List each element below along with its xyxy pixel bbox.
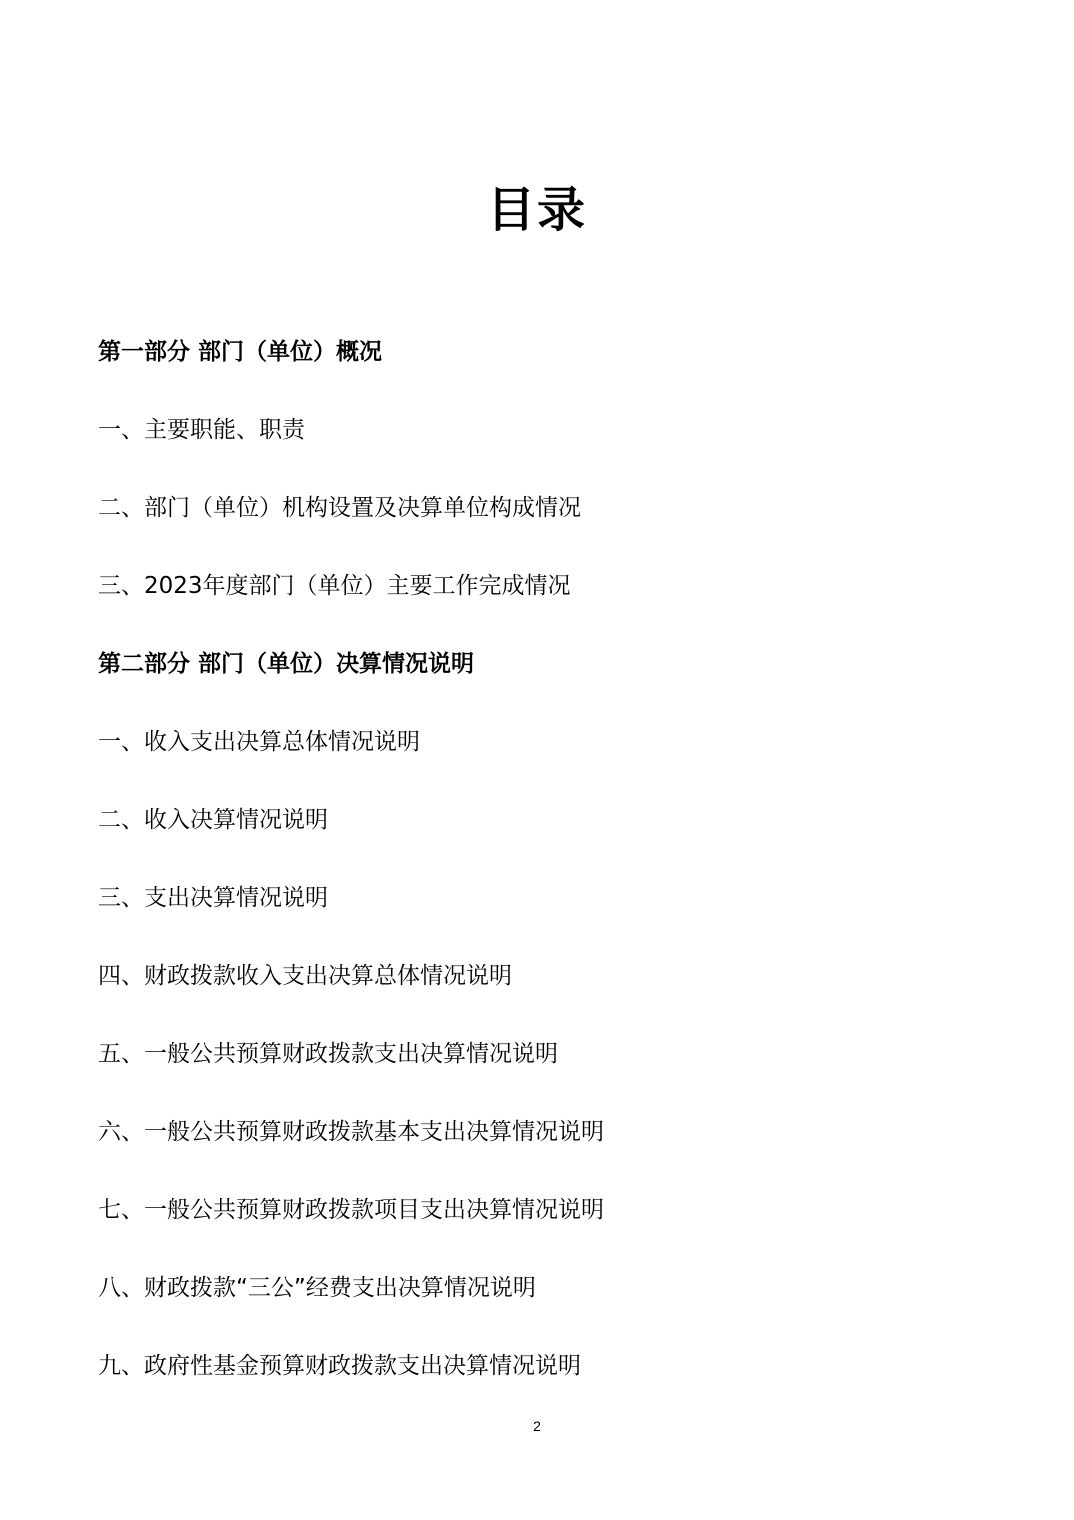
toc-item: 八、财政拨款“三公”经费支出决算情况说明 [98,1275,536,1301]
toc-item: 五、一般公共预算财政拨款支出决算情况说明 [98,1041,558,1067]
toc-item: 一、主要职能、职责 [98,417,305,443]
toc-item: 四、财政拨款收入支出决算总体情况说明 [98,963,512,989]
toc-item: 九、政府性基金预算财政拨款支出决算情况说明 [98,1353,581,1379]
toc-item: 一、收入支出决算总体情况说明 [98,729,420,755]
toc-item: 二、收入决算情况说明 [98,807,328,833]
page-title: 目录 [486,182,587,238]
toc-section-heading: 第一部分 部门（单位）概况 [98,339,383,365]
toc-item: 三、支出决算情况说明 [98,885,328,911]
toc-item: 三、2023年度部门（单位）主要工作完成情况 [98,573,571,599]
toc-item: 七、一般公共预算财政拨款项目支出决算情况说明 [98,1197,604,1223]
toc-item: 二、部门（单位）机构设置及决算单位构成情况 [98,495,581,521]
page-number: 2 [533,1418,541,1434]
toc-item: 六、一般公共预算财政拨款基本支出决算情况说明 [98,1119,604,1145]
toc-section-heading: 第二部分 部门（单位）决算情况说明 [98,651,475,677]
